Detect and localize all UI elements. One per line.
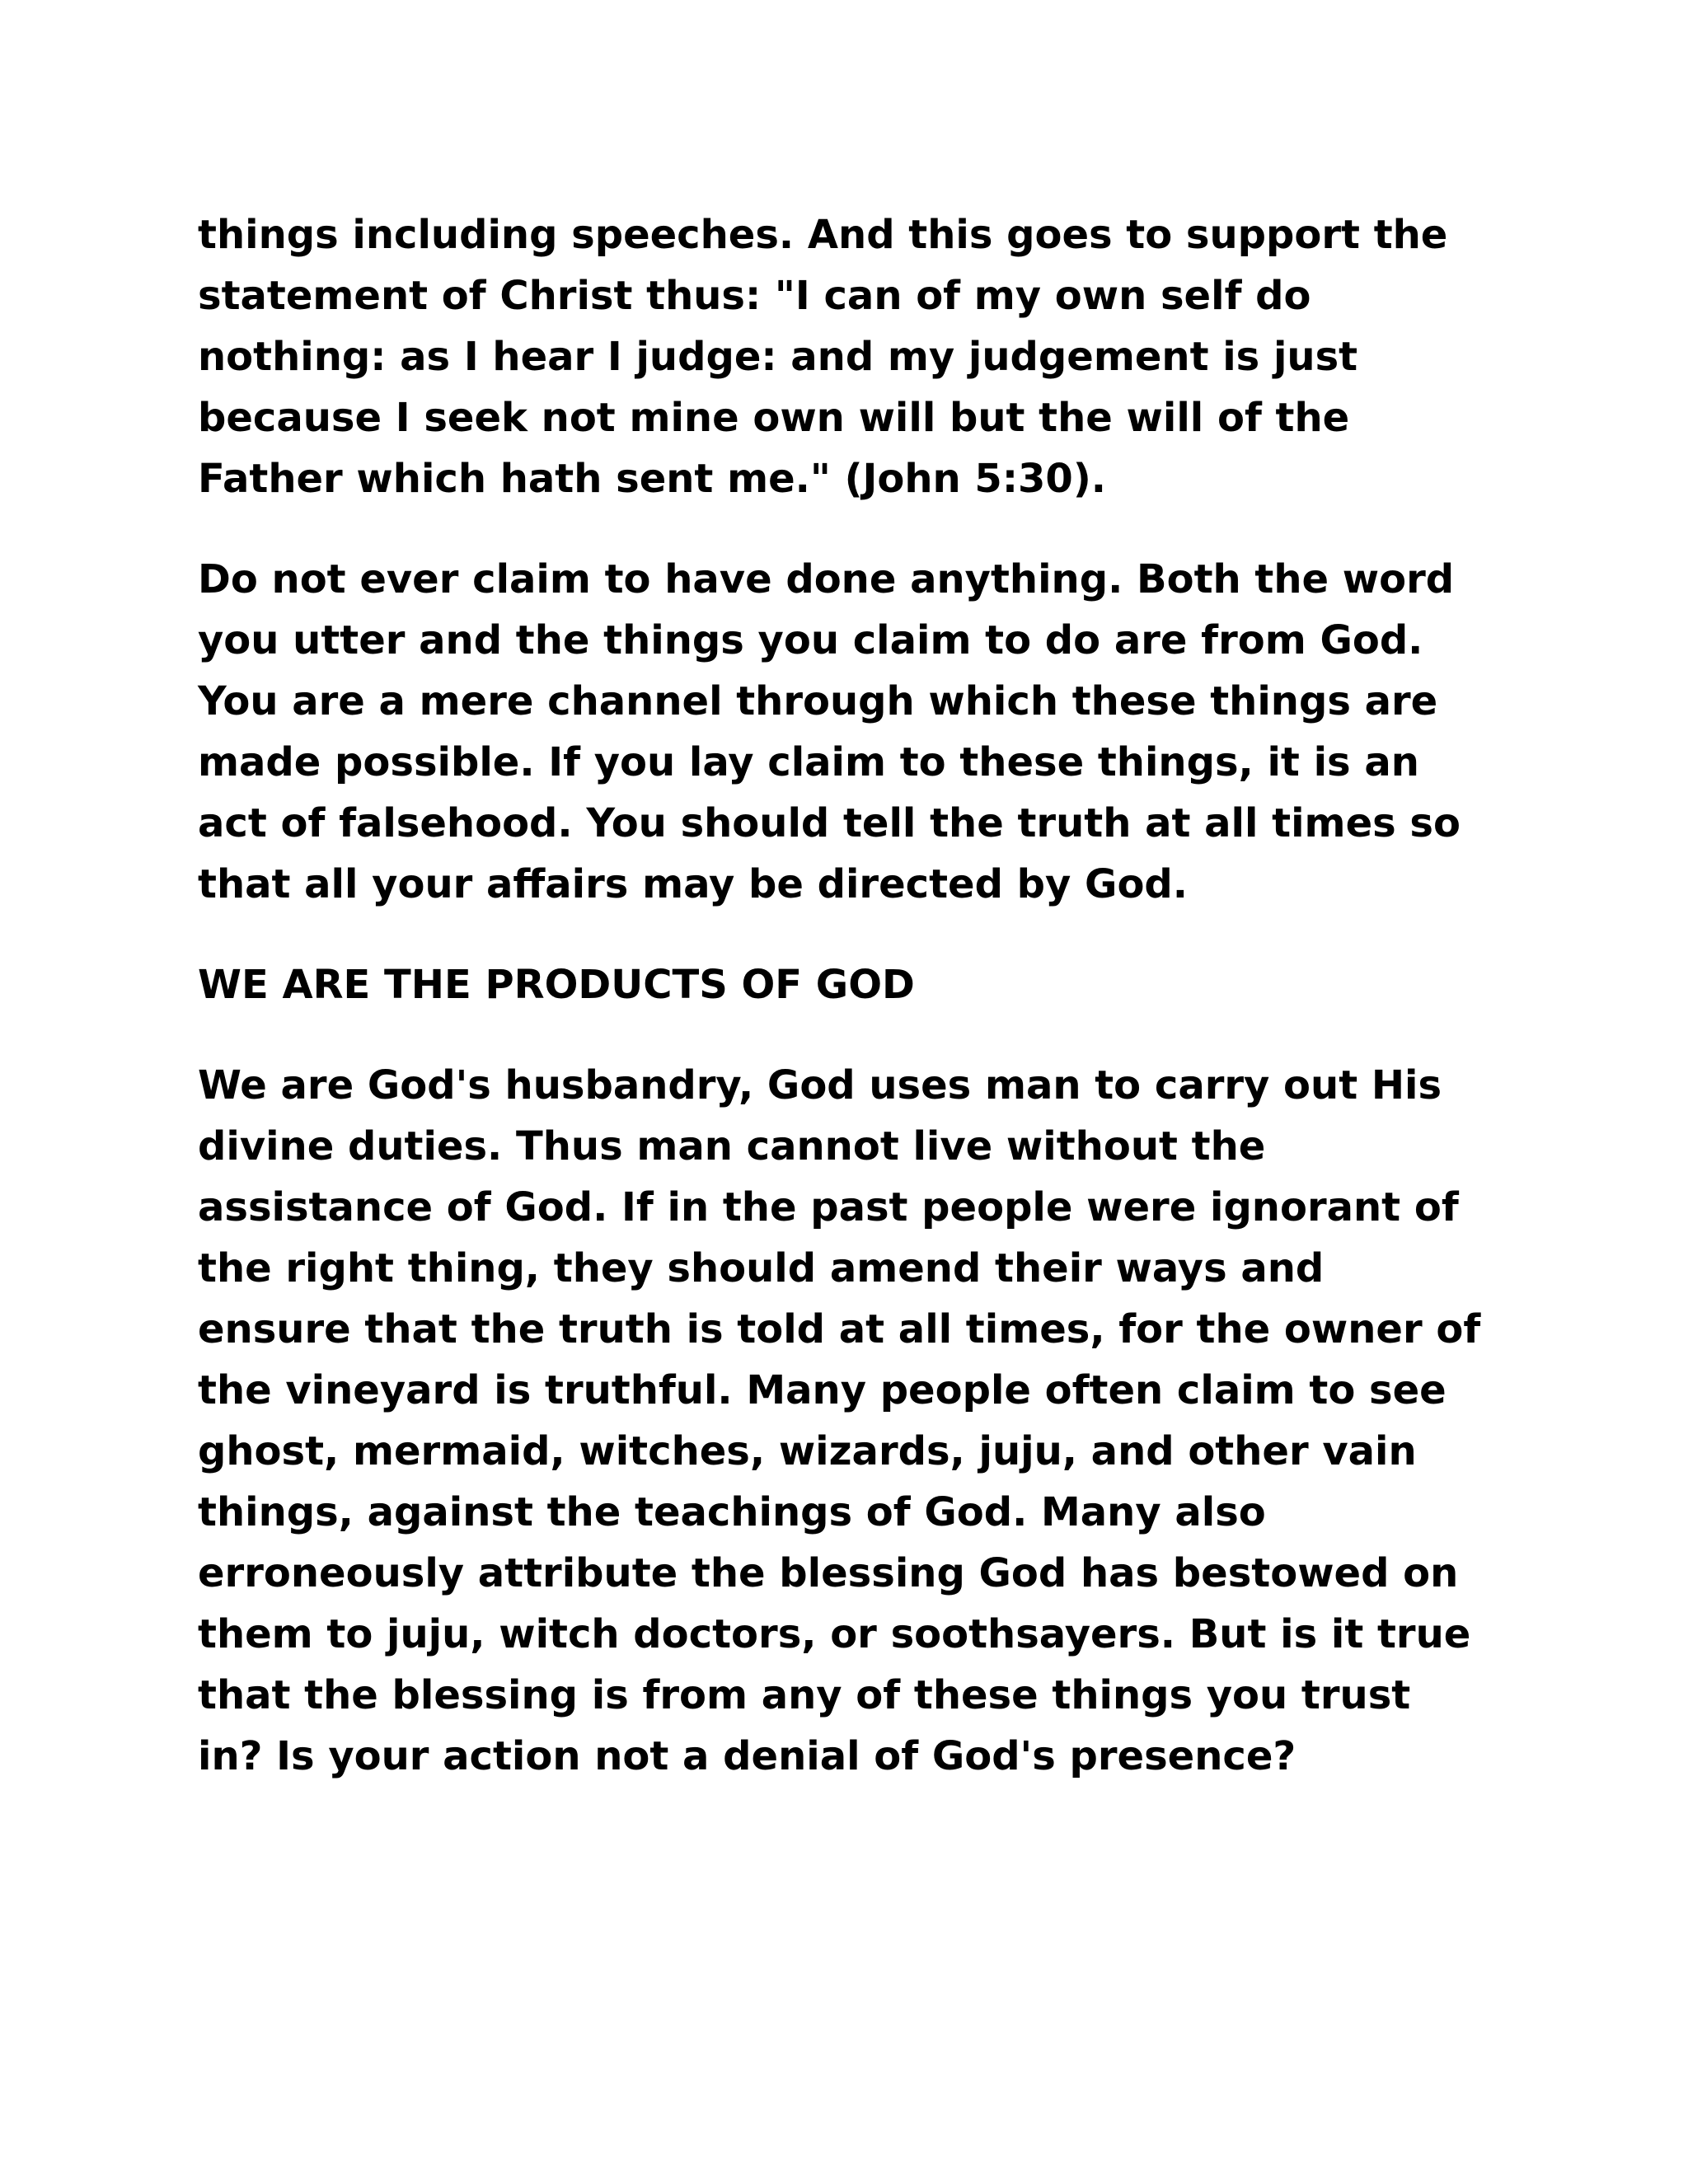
- paragraph-3: We are God's husbandry, God uses man to carry out His divine duties. Thus man cannot live without the assistance of God. If in the past people were ignorant of the right thing, they should amend their ways and ensure that the truth is told at all times, for the owner of the vineyard is truthful. Many people often claim to see ghost, mermaid, witches, wizards, juju, and other vain things, against the teachings of God. Many also erroneously attribute the blessing God has bestowed on them to juju, witch doctors, or soothsayers. But is it true that the blessing is from any of these things you trust in? Is your action not a denial of God's presence?: [198, 1062, 1481, 1779]
- document-body: [198, 204, 1484, 1826]
- section-heading: WE ARE THE PRODUCTS OF GOD: [198, 962, 915, 1008]
- paragraph-1: things including speeches. And this goes to support the statement of Christ thus: "I can of my own self do nothing: as I hear I judge: and my judgement is just because I seek not mine own will but the will of the Father which hath sent me." (John 5:30).: [198, 212, 1448, 502]
- paragraph-2: Do not ever claim to have done anything. Both the word you utter and the things you claim to do are from God. You are a mere channel through which these things are made possible. If you lay claim to these things, it is an act of falsehood. You should tell the truth at all times so that all your affairs may be directed by God.: [198, 556, 1461, 907]
